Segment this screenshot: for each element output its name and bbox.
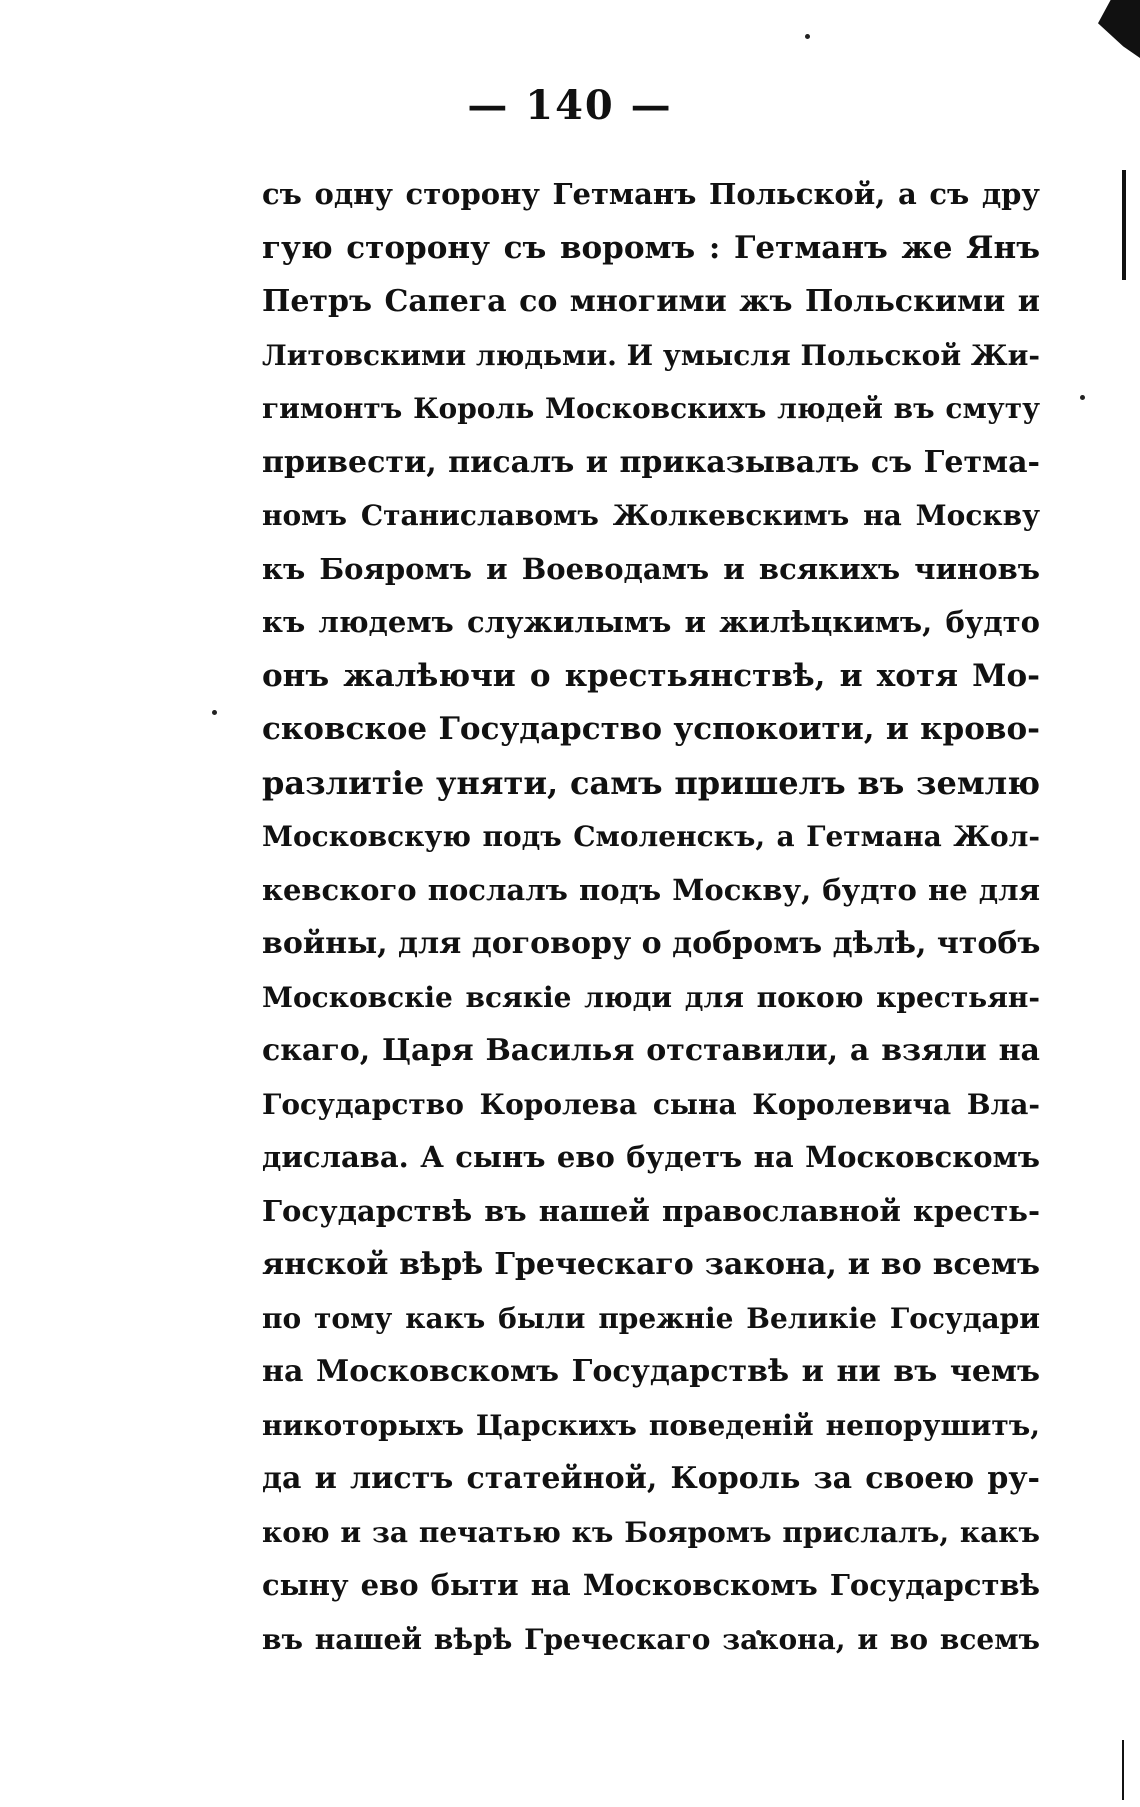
- text-line: скаго, Царя Василья отставили, а взяли на: [262, 1033, 1040, 1068]
- text-line: привести, писалъ и приказывалъ съ Гетма-: [262, 444, 1040, 480]
- text-line: на Московскомъ Государствѣ и ни въ чемъ: [262, 1354, 1040, 1389]
- text-line: гую сторону съ воромъ : Гетманъ же Янъ: [262, 229, 1040, 266]
- scan-edge-artifact: [1098, 0, 1140, 58]
- text-line: Литовскими людьми. И умысля Польской Жи-: [262, 338, 1040, 372]
- body-text: [262, 168, 1040, 1666]
- text-line: сковское Государство успокоити, и крово-: [262, 711, 1040, 747]
- scan-edge-artifact: [1122, 1740, 1124, 1800]
- text-line: въ нашей вѣрѣ Греческаго закона, и во всемъ: [262, 1622, 1040, 1656]
- text-line: номъ Станиславомъ Жолкевскимъ на Москву: [262, 499, 1040, 532]
- text-line: по тому какъ были прежніе Великіе Государи: [262, 1301, 1040, 1335]
- text-line: Государство Королева сына Королевича Вла-: [262, 1087, 1040, 1121]
- text-line: войны, для договору о добромъ дѣлѣ, чтобъ: [262, 926, 1040, 961]
- text-line: гимонтъ Король Московскихъ людей въ смуту: [262, 392, 1040, 425]
- scan-edge-artifact: [1122, 170, 1126, 280]
- text-line: Московскіе всякіе люди для покою крестьян-: [262, 980, 1040, 1014]
- text-line: дислава. А сынъ ево будетъ на Московскомъ: [262, 1140, 1040, 1174]
- text-line: янской вѣрѣ Греческаго закона, и во всемъ: [262, 1247, 1040, 1282]
- page-number: — 140 —: [467, 82, 673, 129]
- text-line: сыну ево быти на Московскомъ Государствѣ: [262, 1568, 1040, 1602]
- text-line: кевского послалъ подъ Москву, будто не для: [262, 872, 1040, 907]
- text-line: кою и за печатью къ Бояромъ прислалъ, какъ: [262, 1515, 1040, 1549]
- scan-speck: [212, 710, 217, 715]
- text-line: Петръ Сапега со многими жъ Польскими и: [262, 284, 1040, 319]
- text-line: Государствѣ въ нашей православной кресть-: [262, 1193, 1040, 1228]
- text-line: да и листъ статейной, Король за своею ру-: [262, 1461, 1040, 1496]
- scan-speck: [805, 34, 810, 39]
- scan-speck: [1080, 395, 1085, 400]
- text-line: никоторыхъ Царскихъ поведеній непорушитъ,: [262, 1408, 1040, 1442]
- text-line: къ людемъ служилымъ и жилѣцкимъ, будто: [262, 605, 1040, 639]
- text-line: Московскую подъ Смоленскъ, а Гетмана Жол-: [262, 820, 1040, 853]
- text-line: съ одну сторону Гетманъ Польской, а съ дру: [262, 177, 1040, 211]
- text-line: къ Бояромъ и Воеводамъ и всякихъ чиновъ: [262, 551, 1040, 586]
- text-line: онъ жалѣючи о крестьянствѣ, и хотя Мо-: [262, 657, 1040, 694]
- text-line: разлитіе уняти, самъ пришелъ въ землю: [262, 763, 1040, 802]
